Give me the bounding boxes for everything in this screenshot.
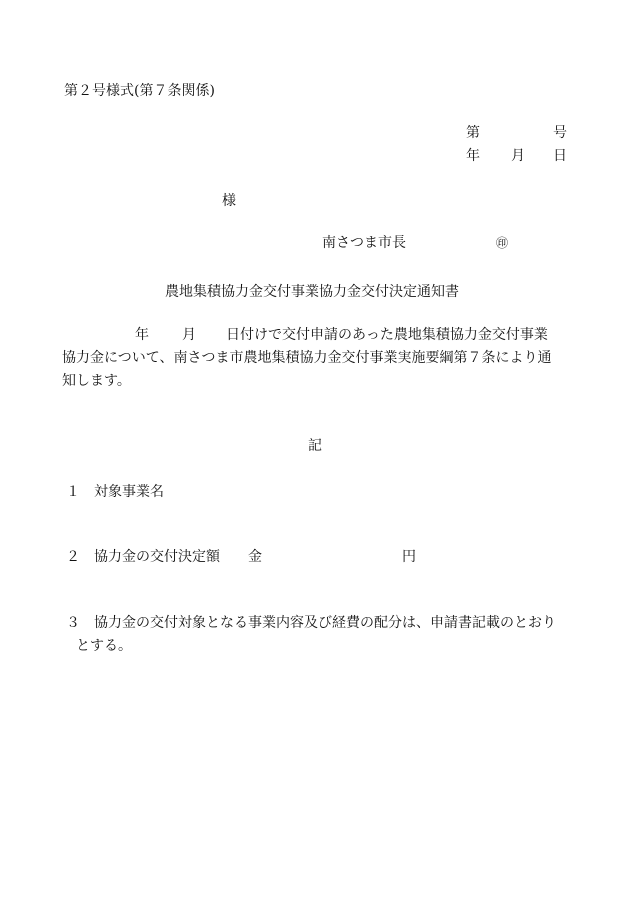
ki-heading: 記 [308, 438, 322, 454]
body-line-1-text: 日付けで交付申請のあった農地集積協力金交付事業 [226, 327, 548, 343]
form-label: 第２号様式(第７条関係) [64, 83, 215, 99]
body-month-label: 月 [182, 327, 196, 343]
body-year-label: 年 [135, 327, 149, 343]
item-number: ３ [66, 615, 80, 631]
item-number: １ [66, 484, 80, 500]
date-month-label: 月 [511, 148, 525, 164]
doc-number-prefix: 第 [466, 125, 480, 141]
amount-kin-label: 金 [248, 549, 262, 565]
seal-mark: ㊞ [496, 236, 509, 250]
addressee-honorific: 様 [222, 193, 236, 209]
amount-en-label: 円 [402, 549, 416, 565]
item-number: ２ [66, 549, 80, 565]
list-item-3-line-1 [66, 612, 556, 635]
list-item-2 [66, 546, 416, 569]
body-line-3: 知します。 [62, 373, 131, 389]
list-item-1 [66, 481, 164, 504]
body-line-1 [62, 324, 582, 347]
date-day-label: 日 [553, 148, 567, 164]
doc-number-suffix: 号 [553, 125, 567, 141]
body-paragraph [62, 324, 582, 393]
document-title: 農地集積協力金交付事業協力金交付決定通知書 [165, 284, 459, 300]
date-year-label: 年 [466, 148, 480, 164]
item-text: 協力金の交付決定額 [94, 549, 220, 565]
item-text: 対象事業名 [94, 484, 164, 500]
list-item-3 [66, 612, 556, 658]
list-item-3-line-2: とする。 [76, 638, 132, 654]
item-text: 協力金の交付対象となる事業内容及び経費の配分は、申請書記載のとおり [94, 615, 556, 631]
body-line-2: 協力金について、南さつま市農地集積協力金交付事業実施要綱第７条により通 [62, 350, 552, 366]
sender-name: 南さつま市長 [322, 235, 406, 251]
